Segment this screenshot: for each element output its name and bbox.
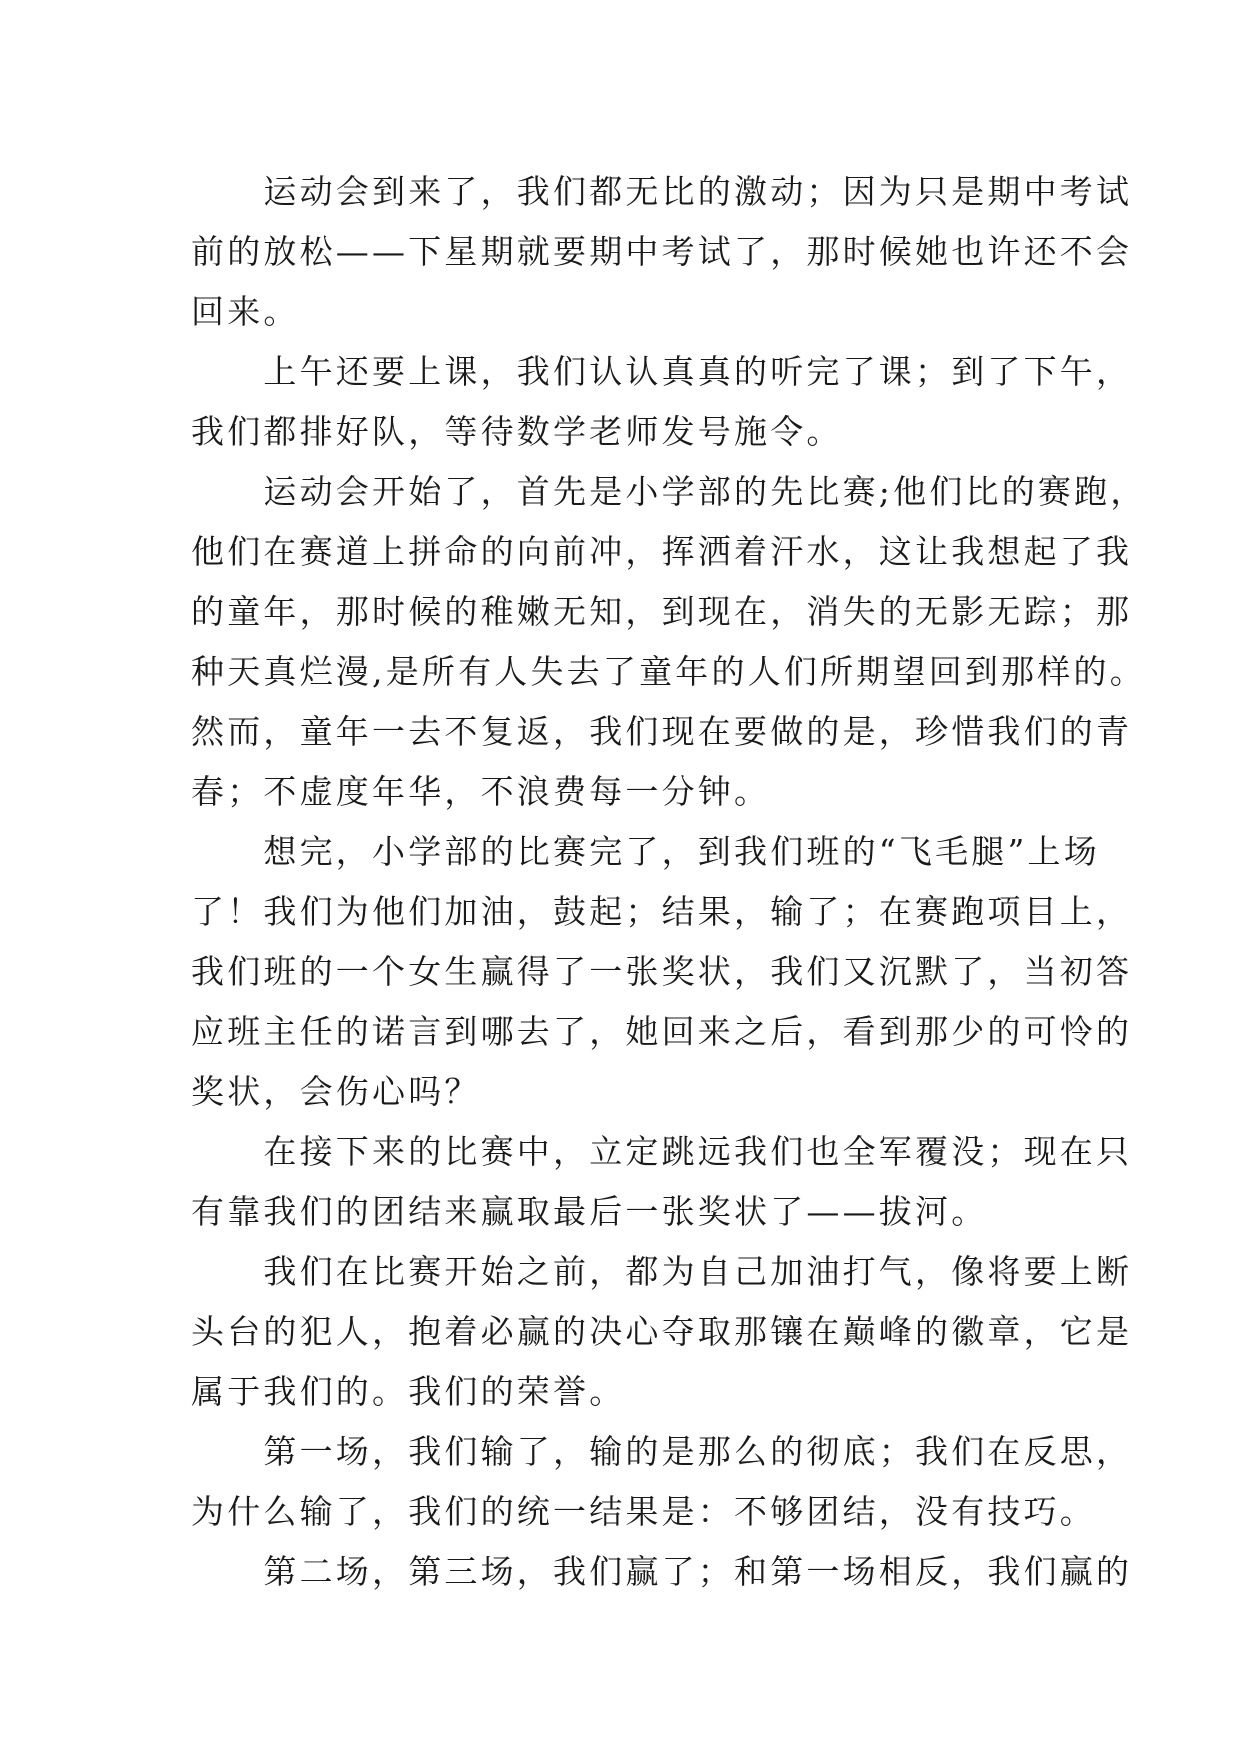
text-line: 运动会到来了，我们都无比的激动；因为只是期中考试	[191, 172, 1133, 211]
paragraph	[191, 342, 1133, 462]
paragraph	[191, 1242, 1133, 1422]
text-line: 应班主任的诺言到哪去了，她回来之后，看到那少的可怜的	[191, 1012, 1133, 1051]
paragraph	[191, 1422, 1133, 1542]
text-line: 的童年，那时候的稚嫩无知，到现在，消失的无影无踪；那	[191, 592, 1133, 631]
text-line: 了！我们为他们加油，鼓起；结果，输了；在赛跑项目上，	[191, 892, 1133, 931]
paragraph	[191, 162, 1133, 342]
paragraph	[191, 822, 1133, 1122]
text-line: 头台的犯人，抱着必赢的决心夺取那镶在巅峰的徽章，它是	[191, 1312, 1133, 1351]
text-line: 属于我们的。我们的荣誉。	[191, 1372, 626, 1411]
text-line: 第二场，第三场，我们赢了；和第一场相反，我们赢的	[191, 1552, 1133, 1591]
text-line: 种天真烂漫,是所有人失去了童年的人们所期望回到那样的。	[191, 652, 1146, 691]
text-line: 我们班的一个女生赢得了一张奖状，我们又沉默了，当初答	[191, 952, 1133, 991]
paragraph	[191, 462, 1147, 822]
text-line: 为什么输了，我们的统一结果是：不够团结，没有技巧。	[191, 1492, 1096, 1531]
text-line: 在接下来的比赛中，立定跳远我们也全军覆没；现在只	[191, 1132, 1133, 1171]
paragraph	[191, 1542, 1133, 1602]
text-line: 奖状，会伤心吗？	[191, 1072, 481, 1111]
text-line: 然而，童年一去不复返，我们现在要做的是，珍惜我们的青	[191, 712, 1133, 751]
text-line: 前的放松——下星期就要期中考试了，那时候她也许还不会	[191, 232, 1133, 271]
text-line: 春；不虚度年华，不浪费每一分钟。	[191, 772, 771, 811]
text-line: 他们在赛道上拼命的向前冲，挥洒着汗水，这让我想起了我	[191, 532, 1133, 571]
text-line: 想完，小学部的比赛完了，到我们班的“飞毛腿”上场	[191, 832, 1100, 871]
text-line: 有靠我们的团结来赢取最后一张奖状了——拔河。	[191, 1192, 988, 1231]
text-line: 我们都排好队，等待数学老师发号施令。	[191, 412, 843, 451]
text-line: 运动会开始了，首先是小学部的先比赛;他们比的赛跑，	[191, 472, 1147, 511]
text-line: 第一场，我们输了，输的是那么的彻底；我们在反思，	[191, 1432, 1133, 1471]
text-line: 上午还要上课，我们认认真真的听完了课；到了下午，	[191, 352, 1133, 391]
essay-body	[191, 162, 1147, 1602]
text-line: 回来。	[191, 292, 300, 331]
paragraph	[191, 1122, 1133, 1242]
text-line: 我们在比赛开始之前，都为自己加油打气，像将要上断	[191, 1252, 1133, 1291]
